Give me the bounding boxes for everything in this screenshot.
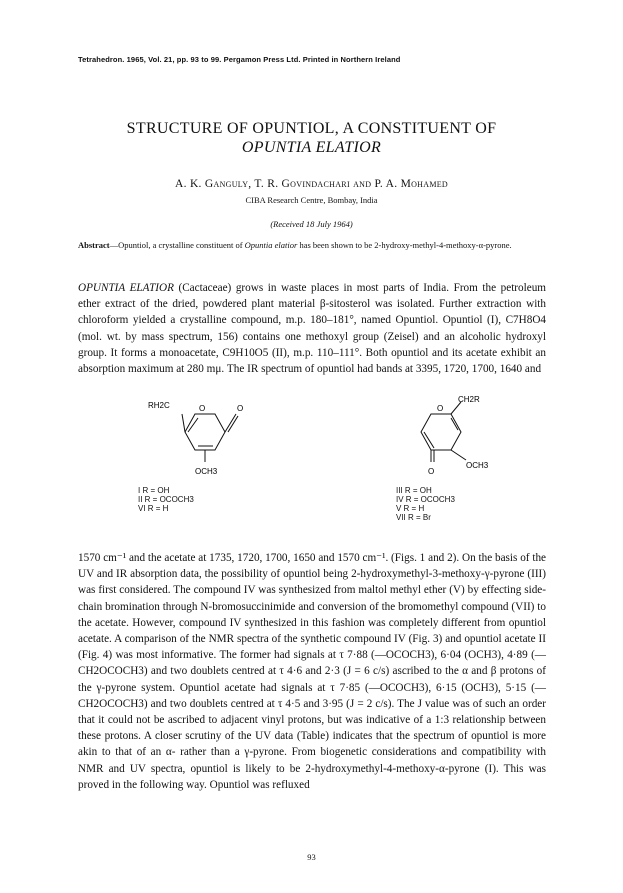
abstract-label: Abstract bbox=[78, 240, 110, 250]
left-label-3: VI R = H bbox=[138, 504, 169, 513]
right-substituent: OCH3 bbox=[466, 461, 489, 470]
paragraph-2: 1570 cm⁻¹ and the acetate at 1735, 1720, 1700, 1650 and 1570 cm⁻¹. (Figs. 1 and 2). On the basis of the UV and IR absorption data, the possibility of opuntiol being 2-hydroxymethyl-3-methoxy-γ-pyrone (III) was first considered. The compound IV was synthesized from maltol methyl ether (V) by effecting side-chain bromination through N-bromosuccinimide and conversion of the bromomethyl compound (VII) to the acetate. However, compound IV synthesized in this fashion was completely different from opuntiol acetate. A comparison of the NMR spectra of the synthetic compound IV (Fig. 3) and opuntiol acetate II (Fig. 4) was most informative. The former had signals at τ 7·88 (—OCOCH3), 6·04 (OCH3), 4·89 (—CH2OCOCH3) and two doublets centred at τ 4·6 and 2·3 (J = 6 c/s) ascribed to the α and β protons of the γ-pyrone system. Opuntiol acetate had signals at τ 7·85 (—OCOCH3), 6·15 (OCH3), 5·15 (—CH2OCOCH3) and two doublets centred at τ 4·5 and 3·95 (J = 2 c/s). The J value was of such an order that it could not be ascribed to adjacent vinyl protons, but was indicative of a 1:3 relationship between these protons. A closer scrutiny of the UV data (Table) indicates that the spectrum of opuntiol is more akin to that of an α- rather than a γ-pyrone. From biogenetic considerations and compatibility with NMR and UV spectra, opuntiol is likely to be 2-hydroxymethyl-4-methoxy-α-pyrone (I). This was proved in the following way. Opuntiol was refluxed bbox=[78, 552, 546, 791]
authors: A. K. Ganguly, T. R. Govindachari and P. A. Mohamed bbox=[174, 178, 449, 190]
title-line-2: OPUNTIA ELATIOR bbox=[241, 139, 382, 156]
left-label-1: I R = OH bbox=[138, 486, 170, 495]
abstract-italic: Opuntia elatior bbox=[244, 240, 298, 250]
structure-left bbox=[140, 396, 270, 486]
right-top-group: CH2R bbox=[458, 396, 480, 404]
received-date: (Received 18 July 1964) bbox=[270, 219, 353, 229]
page-number: 93 bbox=[307, 852, 316, 862]
structure-left-labels bbox=[138, 486, 194, 513]
right-label-1: III R = OH bbox=[396, 486, 432, 495]
journal-header: Tetrahedron. 1965, Vol. 21, pp. 93 to 99. Pergamon Press Ltd. Printed in Northern Ireland bbox=[78, 55, 401, 64]
left-substituent: OCH3 bbox=[195, 467, 218, 476]
chemical-structures bbox=[78, 392, 546, 552]
right-label-3: V R = H bbox=[396, 504, 425, 513]
structure-right-labels bbox=[396, 486, 455, 522]
abstract-text-2: has been shown to be 2-hydroxy-methyl-4-methoxy-α-pyrone. bbox=[297, 240, 512, 250]
paragraph-1-lead: OPUNTIA ELATIOR bbox=[78, 282, 174, 294]
right-label-4: VII R = Br bbox=[396, 513, 431, 522]
paragraph-1 bbox=[78, 280, 546, 377]
abstract bbox=[78, 239, 546, 252]
right-carbonyl-O: O bbox=[428, 467, 435, 476]
left-top-group: RH2C bbox=[148, 401, 170, 410]
structure-right bbox=[396, 396, 526, 486]
left-label-2: II R = OCOCH3 bbox=[138, 495, 194, 504]
affiliation: CIBA Research Centre, Bombay, India bbox=[245, 195, 378, 205]
right-label-2: IV R = OCOCH3 bbox=[396, 495, 455, 504]
left-carbonyl-O: O bbox=[237, 404, 244, 413]
right-ring-O: O bbox=[437, 404, 444, 413]
left-ring-O: O bbox=[199, 404, 206, 413]
title-line-1: STRUCTURE OF OPUNTIOL, A CONSTITUENT OF bbox=[126, 120, 497, 137]
abstract-text-1: —Opuntiol, a crystalline constituent of bbox=[109, 240, 245, 250]
paragraph-1-text: (Cactaceae) grows in waste places in most parts of India. From the petroleum ether extract of the dried, powdered plant material β-sitosterol was isolated. Further extraction with chloroform yielded a crystalline compound, m.p. 180–181°, named Opuntiol. Opuntiol (I), C7H8O4 (mol. wt. by mass spectrum, 156) contains one methoxyl group (Zeisel) and an alcoholic hydroxyl group. It forms a monoacetate, C9H10O5 (II), m.p. 110–111°. Both opuntiol and its acetate exhibit an absorption maximum at 280 mμ. The IR spectrum of opuntiol had bands at 3395, 1720, 1700, 1640 and bbox=[78, 282, 546, 376]
